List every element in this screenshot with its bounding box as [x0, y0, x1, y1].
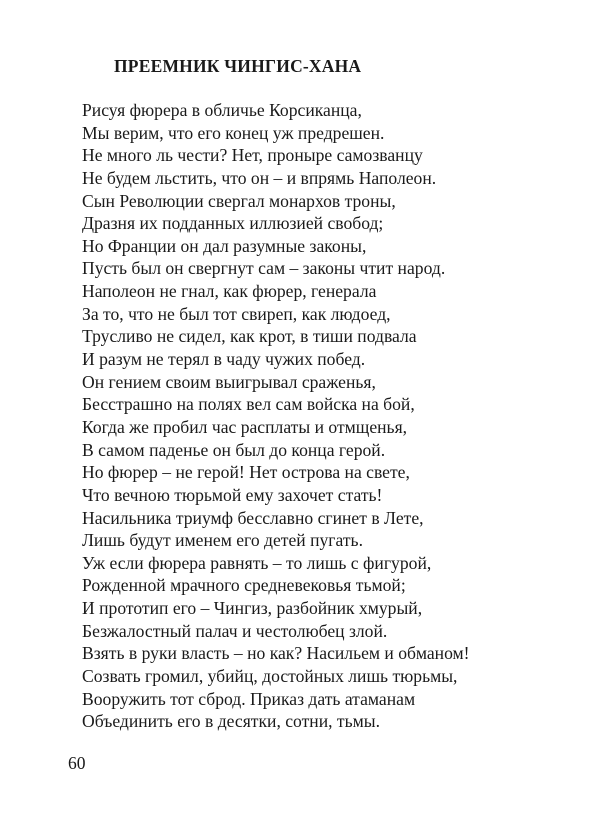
poem-line: Взять в руки власть – но как? Насильем и обманом! — [82, 643, 470, 664]
poem-line: Пусть был он свергнут сам – законы чтит народ. — [82, 258, 446, 279]
poem-line: Вооружить тот сброд. Приказ дать атаманам — [82, 688, 416, 709]
poem-line: Безжалостный палач и честолюбец злой. — [82, 620, 388, 641]
poem-line: Объединить его в десятки, сотни, тьмы. — [82, 711, 380, 732]
poem-line: Наполеон не гнал, как фюрер, генерала — [82, 281, 377, 302]
poem-line: Бесстрашно на полях вел сам войска на бой, — [82, 394, 415, 415]
poem-line: Что вечною тюрьмой ему захочет стать! — [82, 484, 383, 505]
poem-line: Созвать громил, убийц, достойных лишь тюрьмы, — [82, 666, 458, 687]
poem-line: Но Франции он дал разумные законы, — [82, 235, 367, 256]
poem-body — [82, 99, 470, 733]
poem-line: Мы верим, что его конец уж предрешен. — [82, 122, 385, 143]
poem-line: Рожденной мрачного средневековья тьмой; — [82, 575, 406, 596]
poem-line: И прототип его – Чингиз, разбойник хмурый, — [82, 598, 423, 619]
poem-line: Насильника триумф бесславно сгинет в Лете, — [82, 507, 424, 528]
poem-line: Рисуя фюрера в обличье Корсиканца, — [82, 100, 362, 120]
poem-line: За то, что не был тот свиреп, как людоед, — [82, 303, 391, 324]
poem-line: Но фюрер – не герой! Нет острова на свете, — [82, 462, 410, 483]
poem-line: Лишь будут именем его детей пугать. — [82, 530, 363, 551]
poem-line: Когда же пробил час расплаты и отмщенья, — [82, 416, 408, 437]
poem-line: Не будем льстить, что он – и впрямь Наполеон. — [82, 167, 437, 188]
poem-line: Трусливо не сидел, как крот, в тиши подвала — [82, 326, 417, 347]
poem-title: ПРЕЕМНИК ЧИНГИС-ХАНА — [114, 56, 362, 76]
poem-line: Дразня их подданных иллюзией свобод; — [82, 213, 384, 234]
poem-line: И разум не терял в чаду чужих побед. — [82, 349, 366, 370]
poem-line: Он гением своим выигрывал сраженья, — [82, 371, 376, 392]
poem-line: Уж если фюрера равнять – то лишь с фигурой, — [82, 552, 432, 573]
poem-line: Сын Революции свергал монархов троны, — [82, 190, 396, 211]
poem-line: В самом паденье он был до конца герой. — [82, 439, 386, 460]
poem-line: Не много ль чести? Нет, проныре самозванцу — [82, 145, 423, 166]
page-number: 60 — [68, 753, 86, 773]
